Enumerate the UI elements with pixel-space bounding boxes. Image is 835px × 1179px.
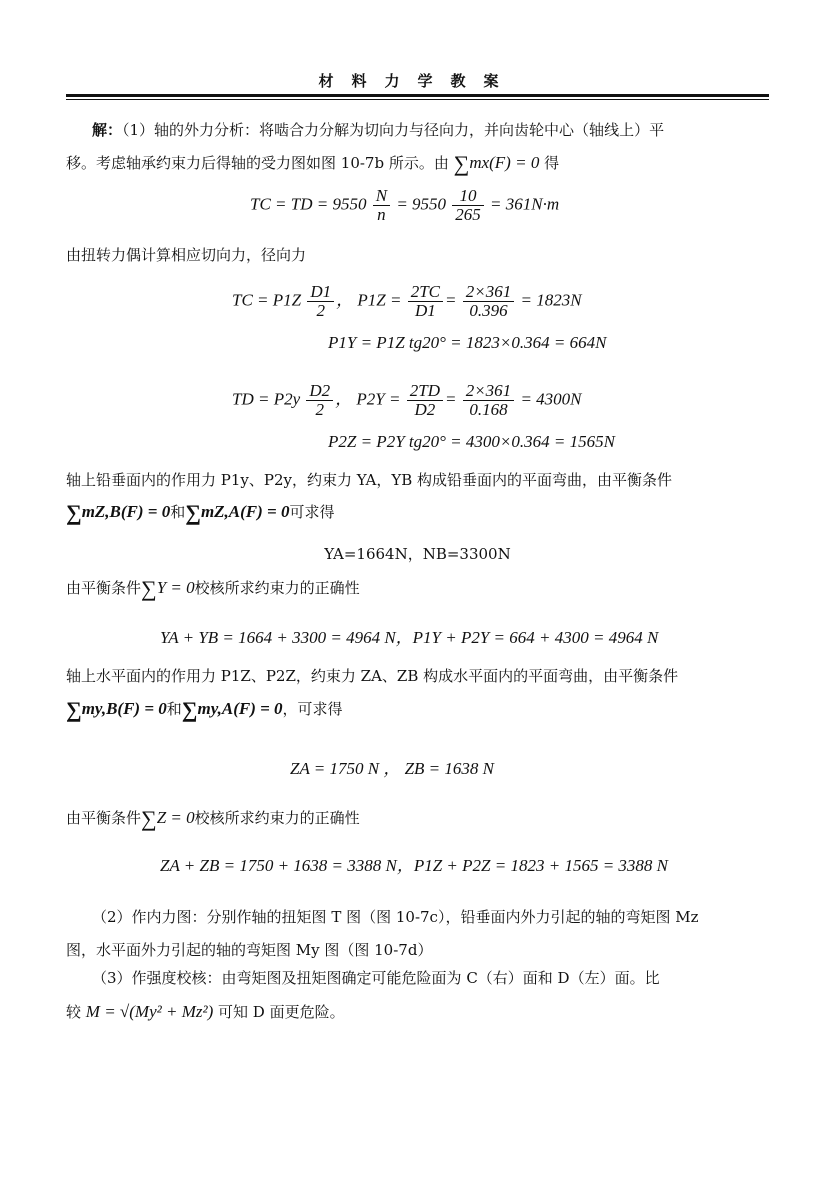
text-l2b: 得 xyxy=(544,154,560,172)
result-ya-nb: YA=1664N，NB=3300N xyxy=(324,545,511,563)
equation-tc-td xyxy=(250,187,559,224)
paragraph-line-8: 轴上水平面内的作用力 P1Z、P2Z，约束力 ZA、ZB 构成水平面内的平面弯曲，由平衡条件 xyxy=(66,667,679,685)
sigma-icon: ∑ xyxy=(185,500,201,525)
sigma-icon: ∑ xyxy=(453,151,470,176)
equation-p2y: TD = P2y $\frac{D2}{2}$ ， P2Y = $\frac{2TD}{D2}$ = $\frac{2\times 361}{0.168}$ = 4300N xyxy=(232,381,582,419)
header-rule-thin xyxy=(66,99,769,100)
sigma-icon: ∑ xyxy=(141,576,157,601)
paragraph-line-1 xyxy=(92,120,795,140)
sigma-icon: ∑ xyxy=(181,697,198,722)
fraction-10-over-265: $\frac{10}{265}$ xyxy=(452,187,484,224)
equation-p1y: P1Y = P1Z tg20° = 1823×0.364 = 664N xyxy=(328,333,607,352)
eq-sum-mx: mx(F) = 0 xyxy=(469,153,540,172)
paragraph-line-14: 较 M = √(My² + Mz²) 可知 D 面更危险。 xyxy=(66,1002,345,1021)
paragraph-line-13: （3）作强度校核：由弯矩图及扭矩图确定可能危险面为 C（右）面和 D（左）面。比 xyxy=(92,969,660,987)
fraction-n-over-n: $\frac{N}{n}$ xyxy=(373,187,390,224)
sigma-icon: ∑ xyxy=(66,500,82,525)
page-header-title: 材料力学教案 xyxy=(318,72,517,90)
text-l2a: 移。考虑轴承约束力后得轴的受力图如图 10-7b 所示。由 xyxy=(66,154,449,172)
equation-p2z: P2Z = P2Y tg20° = 4300×0.364 = 1565N xyxy=(328,432,615,451)
paragraph-line-2 xyxy=(66,153,769,174)
paragraph-line-9: ∑my,B(F) = 0和∑my,A(F) = 0，可求得 xyxy=(66,697,343,722)
header-rule-thick xyxy=(66,94,769,97)
paragraph-line-12: 图，水平面外力引起的轴的弯矩图 My 图（图 10-7d） xyxy=(66,941,433,959)
sigma-icon: ∑ xyxy=(141,806,157,831)
eq-tc-result: = 361N·m xyxy=(490,194,560,214)
text-l1: （1）轴的外力分析：将啮合力分解为切向力与径向力，并向齿轮中心（轴线上）平 xyxy=(122,121,665,139)
equation-za-zb: ZA = 1750 N ， ZB = 1638 N xyxy=(290,759,494,778)
eq-tc-mid: = 9550 xyxy=(396,194,447,214)
solution-label: 解： xyxy=(92,121,123,139)
eq-tc-td: TC = TD = 9550 xyxy=(250,194,367,214)
equation-check-y: YA + YB = 1664 + 3300 = 4964 N，P1Y + P2Y = 664 + 4300 = 4964 N xyxy=(160,628,659,647)
sigma-icon: ∑ xyxy=(66,697,82,722)
paragraph-line-11: （2）作内力图：分别作轴的扭矩图 T 图（图 10-7c），铅垂面内外力引起的轴的弯矩图 Mz xyxy=(92,908,699,926)
paragraph-line-3: 由扭转力偶计算相应切向力，径向力 xyxy=(66,246,307,264)
equation-m-formula: M = √(My² + Mz²) xyxy=(85,1002,214,1021)
equation-p1z: TC = P1Z $\frac{D1}{2}$ ， P1Z = $\frac{2TC}{D1}$ = $\frac{2\times 361}{0.396}$ = 1823N xyxy=(232,282,582,320)
paragraph-line-7: 由平衡条件∑Y = 0校核所求约束力的正确性 xyxy=(66,576,360,601)
equation-check-z: ZA + ZB = 1750 + 1638 = 3388 N，P1Z + P2Z = 1823 + 1565 = 3388 N xyxy=(160,856,668,875)
paragraph-line-5: ∑mZ,B(F) = 0和∑mZ,A(F) = 0可求得 xyxy=(66,500,335,525)
paragraph-line-10: 由平衡条件∑Z = 0校核所求约束力的正确性 xyxy=(66,806,360,831)
paragraph-line-4: 轴上铅垂面内的作用力 P1y、P2y，约束力 YA，YB 构成铅垂面内的平面弯曲，由平衡条件 xyxy=(66,471,673,489)
